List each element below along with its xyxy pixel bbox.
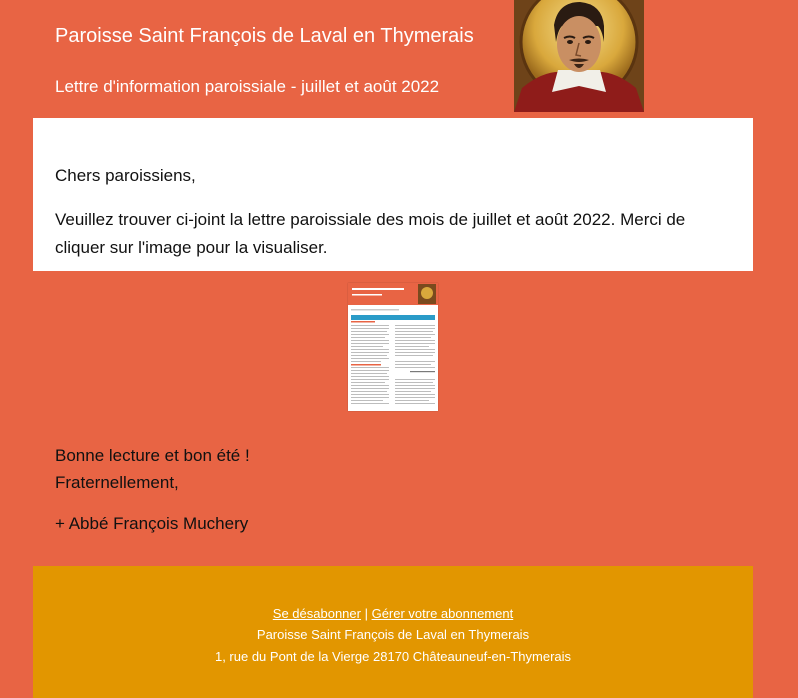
header-subtitle: Lettre d'information paroissiale - juillet et août 2022 bbox=[55, 77, 440, 96]
greeting-text: Chers paroissiens, bbox=[55, 166, 196, 185]
closing-line-2: Fraternellement, bbox=[55, 473, 179, 492]
signature: + Abbé François Muchery bbox=[55, 514, 249, 533]
footer-organization: Paroisse Saint François de Laval en Thymerais bbox=[256, 627, 530, 642]
closing-line-1: Bonne lecture et bon été ! bbox=[55, 446, 250, 465]
newsletter-preview-image bbox=[348, 283, 438, 411]
email-header bbox=[0, 0, 798, 118]
newsletter-thumbnail-link[interactable] bbox=[348, 283, 438, 411]
unsubscribe-link[interactable]: Se désabonner bbox=[272, 606, 361, 621]
closing-block bbox=[55, 442, 250, 496]
header-title: Paroisse Saint François de Laval en Thymerais bbox=[55, 25, 474, 47]
footer-separator: | bbox=[360, 606, 372, 621]
email-footer bbox=[33, 566, 753, 698]
footer-address: 1, rue du Pont de la Vierge 28170 Châteauneuf-en-Thymerais bbox=[214, 649, 572, 664]
portrait-illustration bbox=[514, 0, 644, 112]
saint-portrait-image bbox=[514, 0, 644, 112]
message-card bbox=[33, 118, 753, 271]
manage-subscription-link[interactable]: Gérer votre abonnement bbox=[371, 606, 514, 621]
message-body: Veuillez trouver ci-joint la lettre paroissiale des mois de juillet et août 2022. Merci de cliquer sur l'image pour la visualiser. bbox=[55, 210, 686, 257]
footer-links bbox=[33, 606, 753, 621]
